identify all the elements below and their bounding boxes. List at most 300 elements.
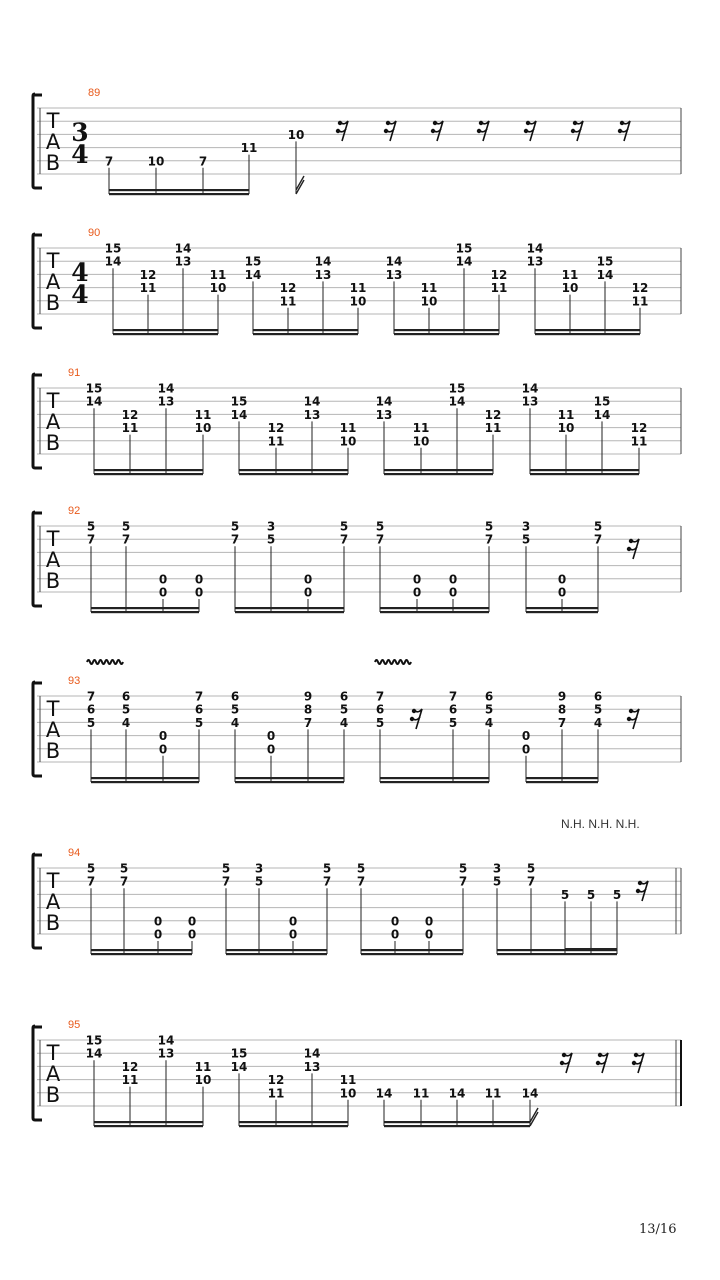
beam — [109, 193, 249, 195]
fret-number: 11 — [194, 407, 212, 422]
fret-number: 14 — [375, 1086, 393, 1101]
rest-dot — [431, 129, 435, 133]
rest-dot — [636, 889, 640, 893]
tab-clef-a: A — [45, 410, 61, 434]
fret-number: 12 — [490, 267, 508, 282]
rest-dot — [336, 129, 340, 133]
fret-number: 6 — [194, 702, 204, 717]
fret-number: 10 — [287, 127, 305, 142]
fret-number: 0 — [303, 572, 313, 587]
fret-number: 0 — [448, 585, 458, 600]
fret-number: 3 — [266, 519, 276, 534]
fret-number: 7 — [526, 874, 536, 889]
fret-number: 14 — [375, 394, 393, 409]
fret-number: 0 — [412, 572, 422, 587]
tab-clef-t: T — [46, 1041, 60, 1065]
fret-number: 0 — [521, 742, 531, 757]
beam — [535, 329, 640, 331]
beam — [394, 333, 499, 335]
fret-number: 11 — [484, 421, 502, 436]
fret-number: 14 — [448, 1086, 466, 1101]
system-93 — [33, 660, 681, 783]
beam — [526, 781, 598, 783]
fret-number: 5 — [86, 519, 96, 534]
tab-clef-a: A — [45, 718, 61, 742]
beam — [239, 469, 348, 471]
fret-number: 5 — [230, 519, 240, 534]
fret-number: 11 — [267, 434, 285, 449]
fret-number: 5 — [492, 874, 502, 889]
fret-number: 7 — [221, 874, 231, 889]
rest-dot — [620, 121, 624, 125]
fret-number: 7 — [557, 715, 567, 730]
rest-dot — [627, 547, 631, 551]
fret-number: 12 — [121, 1059, 139, 1074]
rest-dot — [526, 121, 530, 125]
fret-number: 7 — [484, 532, 494, 547]
beam — [91, 777, 199, 779]
beam — [91, 953, 192, 955]
fret-number: 7 — [322, 874, 332, 889]
fret-number: 10 — [339, 434, 357, 449]
fret-number: 5 — [339, 702, 349, 717]
fret-number: 5 — [86, 715, 96, 730]
fret-number: 0 — [158, 729, 168, 744]
fret-number: 3 — [521, 519, 531, 534]
beam — [113, 333, 218, 335]
fret-number: 10 — [147, 154, 165, 169]
fret-number: 0 — [424, 914, 434, 929]
fret-number: 0 — [390, 927, 400, 942]
fret-number: 14 — [174, 241, 192, 256]
fret-number: 0 — [153, 927, 163, 942]
beam — [253, 333, 358, 335]
fret-number: 15 — [85, 381, 103, 396]
tab-clef-b: B — [45, 151, 61, 175]
tab-clef-b: B — [45, 291, 61, 315]
beam — [235, 607, 344, 609]
fret-number: 6 — [484, 689, 494, 704]
fret-number: 11 — [631, 294, 649, 309]
fret-number: 13 — [314, 267, 332, 282]
fret-number: 0 — [187, 914, 197, 929]
fret-number: 14 — [104, 254, 122, 269]
beam — [239, 1121, 348, 1123]
fret-number: 11 — [339, 1073, 357, 1088]
fret-number: 5 — [194, 715, 204, 730]
fret-number: 11 — [139, 281, 157, 296]
beam — [526, 607, 598, 609]
fret-number: 11 — [121, 421, 139, 436]
fret-number: 0 — [424, 927, 434, 942]
rest-dot — [524, 129, 528, 133]
fret-number: 11 — [412, 421, 430, 436]
fret-number: 10 — [420, 294, 438, 309]
fret-number: 13 — [303, 1059, 321, 1074]
rest-dot — [629, 709, 633, 713]
fret-number: 5 — [119, 861, 129, 876]
fret-number: 3 — [492, 861, 502, 876]
system-91 — [33, 367, 681, 475]
measure-number: 93 — [68, 675, 81, 687]
fret-number: 15 — [244, 254, 262, 269]
tab-clef-a: A — [45, 1062, 61, 1086]
tab-clef-a: A — [45, 270, 61, 294]
fret-number: 0 — [288, 914, 298, 929]
beam — [361, 949, 463, 951]
rest-dot — [634, 1053, 638, 1057]
fret-number: 8 — [557, 702, 567, 717]
fret-number: 5 — [356, 861, 366, 876]
fret-number: 11 — [349, 281, 367, 296]
fret-number: 6 — [121, 689, 131, 704]
fret-number: 0 — [158, 585, 168, 600]
fret-number: 12 — [484, 407, 502, 422]
fret-number: 12 — [267, 1073, 285, 1088]
fret-number: 11 — [194, 1059, 212, 1074]
fret-number: 7 — [230, 532, 240, 547]
tab-clef-b: B — [45, 739, 61, 763]
fret-number: 7 — [375, 689, 385, 704]
beam — [235, 781, 344, 783]
fret-number: 7 — [303, 715, 313, 730]
tab-clef-a: A — [45, 890, 61, 914]
fret-number: 7 — [593, 532, 603, 547]
fret-number: 15 — [230, 1046, 248, 1061]
fret-number: 5 — [593, 519, 603, 534]
rest-dot — [384, 129, 388, 133]
fret-number: 15 — [596, 254, 614, 269]
system-94 — [33, 817, 681, 955]
beam — [380, 777, 489, 779]
fret-number: 12 — [121, 407, 139, 422]
fret-number: 14 — [230, 1059, 248, 1074]
fret-number: 5 — [593, 702, 603, 717]
beam — [380, 781, 489, 783]
beam — [91, 607, 199, 609]
rest-dot — [618, 129, 622, 133]
fret-number: 13 — [157, 1046, 175, 1061]
rest-dot — [477, 129, 481, 133]
beam — [113, 329, 218, 331]
fret-number: 0 — [194, 572, 204, 587]
fret-number: 10 — [557, 421, 575, 436]
fret-number: 11 — [630, 434, 648, 449]
fret-number: 5 — [484, 519, 494, 534]
fret-number: 14 — [85, 1046, 103, 1061]
page-number: 13/16 — [639, 1222, 677, 1237]
fret-number: 14 — [385, 254, 403, 269]
fret-number: 4 — [339, 715, 349, 730]
fret-number: 11 — [267, 1086, 285, 1101]
beam — [239, 1125, 348, 1127]
fret-number: 10 — [209, 281, 227, 296]
fret-number: 5 — [254, 874, 264, 889]
measure-number: 89 — [88, 87, 101, 99]
tab-clef-t: T — [46, 249, 60, 273]
beam — [235, 777, 344, 779]
fret-number: 11 — [490, 281, 508, 296]
system-95 — [33, 1019, 681, 1127]
fret-number: 5 — [612, 887, 622, 902]
fret-number: 9 — [557, 689, 567, 704]
fret-number: 0 — [448, 572, 458, 587]
beam — [394, 329, 499, 331]
beam — [94, 469, 203, 471]
beam — [253, 329, 358, 331]
fret-number: 15 — [593, 394, 611, 409]
system-92 — [33, 505, 681, 613]
fret-number: 5 — [339, 519, 349, 534]
tab-clef-b: B — [45, 431, 61, 455]
fret-number: 11 — [240, 141, 258, 156]
fret-number: 7 — [198, 154, 208, 169]
fret-number: 0 — [153, 914, 163, 929]
fret-number: 0 — [557, 572, 567, 587]
fret-number: 7 — [375, 532, 385, 547]
beam — [94, 473, 203, 475]
fret-number: 7 — [356, 874, 366, 889]
fret-number: 14 — [230, 407, 248, 422]
rest-dot — [627, 717, 631, 721]
fret-number: 7 — [121, 532, 131, 547]
fret-number: 5 — [484, 702, 494, 717]
rest-dot — [412, 709, 416, 713]
fret-number: 11 — [420, 281, 438, 296]
beam — [384, 1125, 530, 1127]
fret-number: 0 — [390, 914, 400, 929]
fret-number: 4 — [484, 715, 494, 730]
fret-number: 15 — [448, 381, 466, 396]
fret-number: 12 — [631, 281, 649, 296]
rest-dot — [596, 1061, 600, 1065]
fret-number: 5 — [121, 702, 131, 717]
fret-number: 14 — [521, 381, 539, 396]
fret-number: 7 — [86, 689, 96, 704]
beam — [565, 948, 617, 950]
fret-number: 5 — [448, 715, 458, 730]
fret-number: 13 — [375, 407, 393, 422]
beam — [530, 473, 639, 475]
fret-number: 0 — [557, 585, 567, 600]
rest-dot — [433, 121, 437, 125]
fret-number: 5 — [266, 532, 276, 547]
fret-number: 13 — [157, 394, 175, 409]
beam — [361, 953, 463, 955]
beam — [380, 611, 489, 613]
fret-number: 14 — [526, 241, 544, 256]
fret-number: 14 — [593, 407, 611, 422]
fret-number: 11 — [339, 421, 357, 436]
fret-number: 11 — [121, 1073, 139, 1088]
vibrato-mark — [375, 660, 411, 664]
rest-dot — [598, 1053, 602, 1057]
tab-clef-t: T — [46, 389, 60, 413]
beam — [384, 1121, 530, 1123]
measure-number: 92 — [68, 505, 81, 517]
rest-dot — [638, 881, 642, 885]
rest-dot — [632, 1061, 636, 1065]
tab-clef-t: T — [46, 109, 60, 133]
fret-number: 5 — [526, 861, 536, 876]
fret-number: 0 — [266, 742, 276, 757]
fret-number: 3 — [254, 861, 264, 876]
fret-number: 14 — [85, 394, 103, 409]
fret-number: 14 — [303, 1046, 321, 1061]
beam — [384, 469, 493, 471]
fret-number: 0 — [187, 927, 197, 942]
fret-number: 4 — [593, 715, 603, 730]
fret-number: 6 — [448, 702, 458, 717]
beam — [526, 777, 598, 779]
fret-number: 5 — [322, 861, 332, 876]
fret-number: 4 — [230, 715, 240, 730]
fret-number: 14 — [596, 267, 614, 282]
fret-number: 13 — [303, 407, 321, 422]
fret-number: 10 — [194, 421, 212, 436]
beam — [226, 949, 327, 951]
beam — [91, 781, 199, 783]
fret-number: 6 — [86, 702, 96, 717]
fret-number: 14 — [455, 254, 473, 269]
beam — [226, 953, 327, 955]
fret-number: 14 — [157, 381, 175, 396]
time-signature-bottom: 4 — [71, 280, 89, 309]
fret-number: 15 — [455, 241, 473, 256]
fret-number: 7 — [86, 532, 96, 547]
fret-number: 6 — [230, 689, 240, 704]
fret-number: 5 — [86, 861, 96, 876]
fret-number: 12 — [139, 267, 157, 282]
rest-dot — [479, 121, 483, 125]
fret-number: 0 — [158, 572, 168, 587]
fret-number: 15 — [104, 241, 122, 256]
fret-number: 7 — [194, 689, 204, 704]
fret-number: 14 — [314, 254, 332, 269]
tab-clef-a: A — [45, 548, 61, 572]
fret-number: 8 — [303, 702, 313, 717]
fret-number: 7 — [86, 874, 96, 889]
beam — [235, 611, 344, 613]
fret-number: 6 — [593, 689, 603, 704]
beam — [384, 473, 493, 475]
vibrato-mark — [87, 660, 123, 664]
fret-number: 5 — [560, 887, 570, 902]
fret-number: 0 — [521, 729, 531, 744]
fret-number: 5 — [221, 861, 231, 876]
fret-number: 7 — [458, 874, 468, 889]
time-signature-bottom: 4 — [71, 140, 89, 169]
measure-number: 90 — [88, 227, 101, 239]
rest-dot — [386, 121, 390, 125]
fret-number: 11 — [561, 267, 579, 282]
measure-number: 91 — [68, 367, 81, 379]
rest-dot — [410, 717, 414, 721]
fret-number: 4 — [121, 715, 131, 730]
beam — [94, 1121, 203, 1123]
beam — [94, 1125, 203, 1127]
fret-number: 0 — [194, 585, 204, 600]
rest-dot — [629, 539, 633, 543]
rest-dot — [573, 121, 577, 125]
system-90 — [33, 227, 681, 335]
time-signature-top: 4 — [71, 258, 89, 287]
tab-clef-t: T — [46, 697, 60, 721]
fret-number: 7 — [104, 154, 114, 169]
fret-number: 9 — [303, 689, 313, 704]
fret-number: 10 — [339, 1086, 357, 1101]
measure-number: 95 — [68, 1019, 81, 1031]
rest-dot — [560, 1061, 564, 1065]
rest-dot — [338, 121, 342, 125]
fret-number: 7 — [339, 532, 349, 547]
fret-number: 10 — [561, 281, 579, 296]
rest-dot — [562, 1053, 566, 1057]
fret-number: 0 — [288, 927, 298, 942]
fret-number: 10 — [349, 294, 367, 309]
fret-number: 11 — [209, 267, 227, 282]
fret-number: 0 — [303, 585, 313, 600]
fret-number: 11 — [279, 294, 297, 309]
fret-number: 13 — [174, 254, 192, 269]
fret-number: 5 — [230, 702, 240, 717]
tab-clef-t: T — [46, 527, 60, 551]
fret-number: 12 — [279, 281, 297, 296]
beam — [497, 953, 617, 955]
beam — [526, 611, 598, 613]
tab-clef-b: B — [45, 1083, 61, 1107]
fret-number: 7 — [448, 689, 458, 704]
fret-number: 14 — [244, 267, 262, 282]
beam — [380, 607, 489, 609]
fret-number: 15 — [85, 1033, 103, 1048]
fret-number: 6 — [339, 689, 349, 704]
fret-number: 14 — [521, 1086, 539, 1101]
natural-harmonic-annotation: N.H. N.H. N.H. — [561, 817, 640, 831]
tab-clef-t: T — [46, 869, 60, 893]
beam — [535, 333, 640, 335]
measure-number: 94 — [68, 847, 81, 859]
beam — [530, 469, 639, 471]
fret-number: 6 — [375, 702, 385, 717]
fret-number: 13 — [526, 254, 544, 269]
fret-number: 13 — [385, 267, 403, 282]
fret-number: 5 — [458, 861, 468, 876]
fret-number: 5 — [375, 519, 385, 534]
fret-number: 13 — [521, 394, 539, 409]
fret-number: 5 — [586, 887, 596, 902]
fret-number: 0 — [266, 729, 276, 744]
fret-number: 10 — [194, 1073, 212, 1088]
tab-clef-b: B — [45, 569, 61, 593]
tab-clef-a: A — [45, 130, 61, 154]
fret-number: 12 — [630, 421, 648, 436]
fret-number: 11 — [557, 407, 575, 422]
fret-number: 14 — [448, 394, 466, 409]
fret-number: 14 — [157, 1033, 175, 1048]
beam — [239, 473, 348, 475]
time-signature-top: 3 — [71, 118, 89, 147]
tab-clef-b: B — [45, 911, 61, 935]
fret-number: 14 — [303, 394, 321, 409]
beam — [91, 949, 192, 951]
rest-dot — [571, 129, 575, 133]
fret-number: 12 — [267, 421, 285, 436]
fret-number: 11 — [484, 1086, 502, 1101]
fret-number: 10 — [412, 434, 430, 449]
fret-number: 0 — [158, 742, 168, 757]
fret-number: 11 — [412, 1086, 430, 1101]
